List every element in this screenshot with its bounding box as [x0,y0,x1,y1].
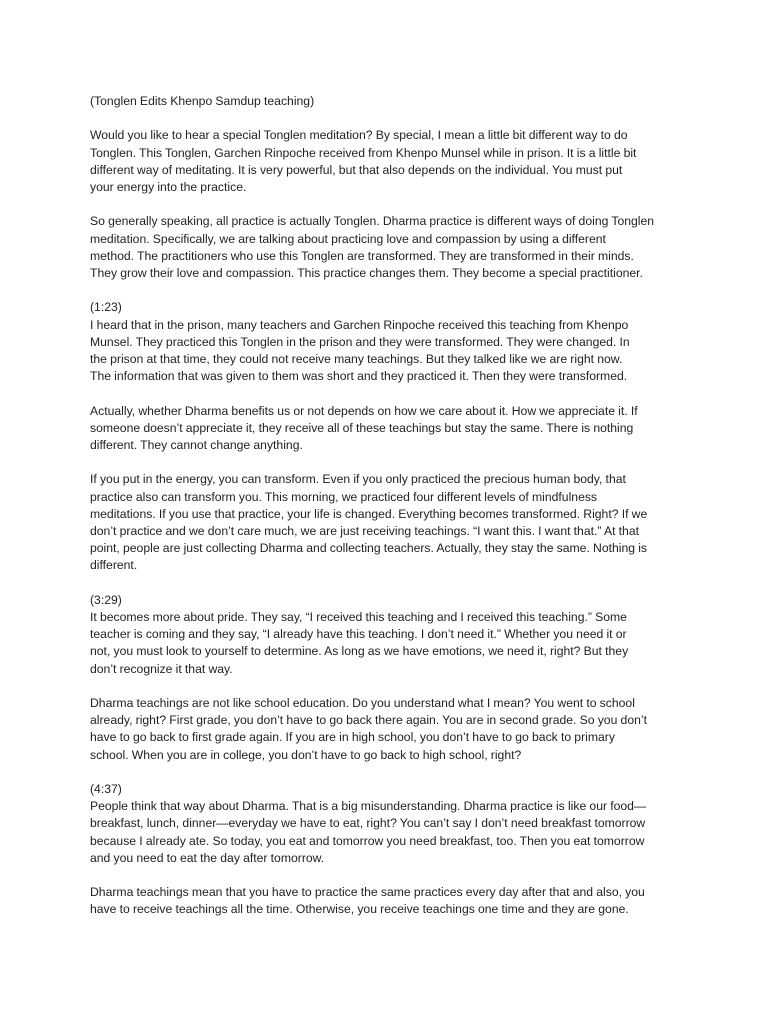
paragraph-prison [90,299,690,385]
text-line: method. The practitioners who use this Tonglen are transformed. They are transformed in their minds. [90,248,634,263]
text-line: different way of meditating. It is very powerful, but that also depends on the individual. You must put [90,162,623,177]
text-line: breakfast, lunch, dinner—everyday we have to eat, right? You can’t say I don’t need breakfast tomorrow [90,816,646,831]
text-line: It becomes more about pride. They say, “I received this teaching and I received this teaching.” Some [90,610,627,624]
paragraph-practice [90,213,690,282]
paragraph-pride [90,592,690,678]
paragraph-appreciation [90,403,690,455]
text-line: don’t recognize it that way. [90,661,233,676]
text-line: Dharma teachings are not like school education. Do you understand what I mean? You went to school [90,696,635,710]
text-line: Munsel. They practiced this Tonglen in the prison and they were transformed. They were changed. In [90,334,630,349]
timestamp: (1:23) [90,300,122,315]
text-line: practice also can transform you. This morning, we practiced four different levels of mindfulness [90,489,598,504]
text-line: Tonglen. This Tonglen, Garchen Rinpoche received from Khenpo Munsel while in prison. It is a little bit [90,145,637,160]
text-line: don’t practice and we don’t care much, we are just receiving teachings. “I want this. I want that.” At that [90,524,639,538]
paragraph-intro [90,127,690,196]
text-line: have to go back to first grade again. If you are in high school, you don’t have to go back to primary [90,730,615,745]
text-line: point, people are just collecting Dharma and collecting teachers. Actually, they stay the same. Nothing is [90,541,648,556]
text-line: different. [90,558,138,573]
text-line: They grow their love and compassion. This practice changes them. They become a special practitioner. [90,266,643,280]
text-line: have to receive teachings all the time. Otherwise, you receive teachings one time and they are gone. [90,902,629,917]
text-line: I heard that in the prison, many teachers and Garchen Rinpoche received this teaching from Khenpo [90,317,629,332]
paragraph-daily-practice [90,884,690,918]
document-title [90,93,690,110]
text-line: So generally speaking, all practice is actually Tonglen. Dharma practice is different ways of doing Tonglen [90,214,655,229]
timestamp: (4:37) [90,782,122,796]
paragraph-food [90,781,690,867]
text-line: (Tonglen Edits Khenpo Samdup teaching) [90,94,315,108]
text-line: meditations. If you use that practice, your life is changed. Everything becomes transformed. Right? If we [90,506,648,521]
text-line: someone doesn’t appreciate it, they receive all of these teachings but stay the same. There is nothing [90,420,634,435]
timestamp: (3:29) [90,592,122,607]
text-line: and you need to eat the day after tomorrow. [90,850,325,865]
text-line: the prison at that time, they could not receive many teachings. But they talked like we are right now. [90,352,623,366]
text-line: The information that was given to them was short and they practiced it. Then they were transformed. [90,369,628,384]
text-line: Dharma teachings mean that you have to practice the same practices every day after that and also, you [90,885,645,900]
text-line: already, right? First grade, you don’t have to go back there again. You are in second grade. So you don’t [90,713,647,728]
text-line: meditation. Specifically, we are talking about practicing love and compassion by using a different [90,231,606,246]
paragraph-energy [90,471,690,574]
text-line: teacher is coming and they say, “I already have this teaching. I don’t need it.” Whether you need it or [90,627,627,642]
text-line: If you put in the energy, you can transform. Even if you only practiced the precious human body, that [90,472,626,487]
text-line: because I already ate. So today, you eat and tomorrow you need breakfast, too. Then you eat tomorrow [90,833,645,848]
text-line: not, you must look to yourself to determine. As long as we have emotions, we need it, right? But they [90,644,629,659]
text-line: Would you like to hear a special Tonglen meditation? By special, I mean a little bit different way to do [90,128,628,143]
text-line: different. They cannot change anything. [90,438,303,452]
text-line: Actually, whether Dharma benefits us or not depends on how we care about it. How we appreciate it. If [90,403,638,418]
text-line: school. When you are in college, you don’t have to go back to high school, right? [90,747,522,762]
paragraph-school [90,695,690,764]
text-line: your energy into the practice. [90,180,247,194]
text-line: People think that way about Dharma. That is a big misunderstanding. Dharma practice is like our food— [90,799,647,814]
document-body [90,93,690,936]
